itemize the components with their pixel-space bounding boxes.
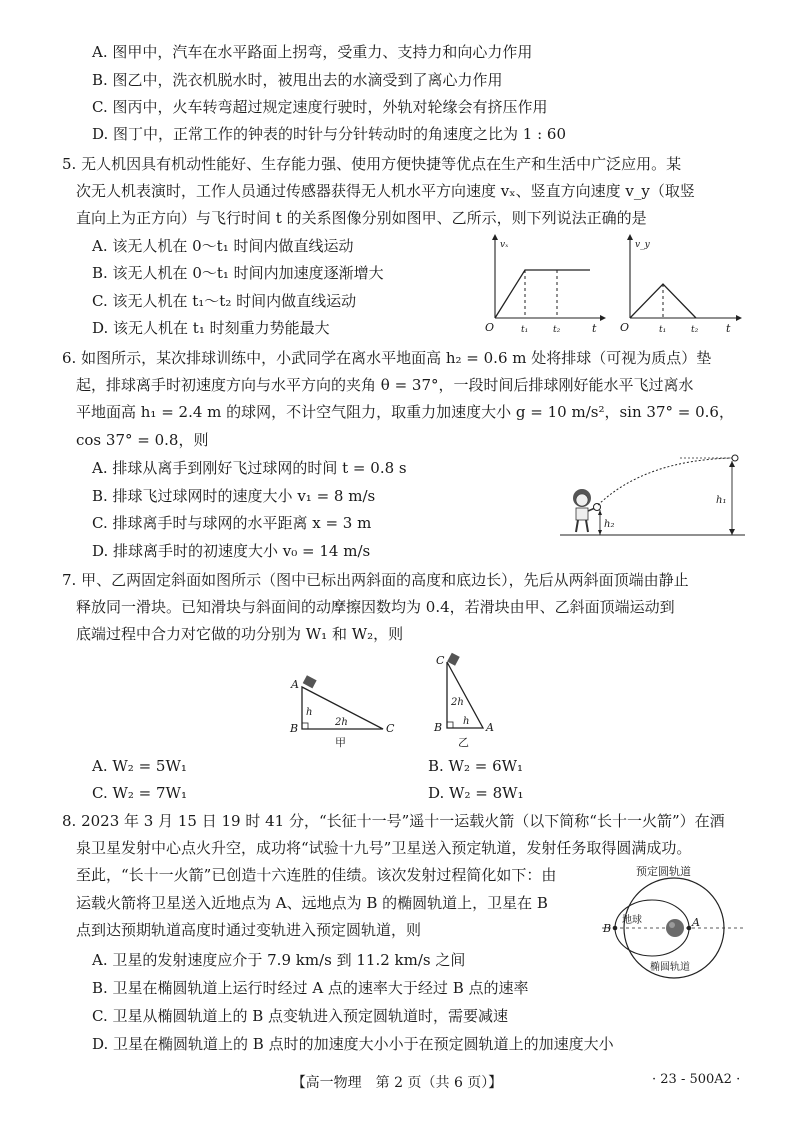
q5-stem-line2: 次无人机表演时，工作人员通过传感器获得无人机水平方向速度 vₓ、竖直方向速度 v_y（取竖	[76, 182, 695, 200]
q7-option-a: A. W₂ = 5W₁	[92, 757, 187, 775]
q6-figure	[560, 448, 745, 543]
q7-jia-c: C	[386, 722, 395, 735]
q5-graph-vy-taxis: t	[726, 322, 731, 335]
q5-graph-vx-t2: t₂	[553, 325, 561, 335]
q7-yi-b: B	[434, 721, 443, 734]
q7-jia-h: h	[306, 707, 313, 718]
q5-option-a: A. 该无人机在 0～t₁ 时间内做直线运动	[92, 237, 354, 255]
q6-stem-line3: 平地面高 h₁ = 2.4 m 的球网，不计空气阻力，取重力加速度大小 g = 10 m/s²，sin 37° = 0.6，	[76, 403, 734, 421]
q6-h2-label: h₂	[604, 519, 615, 530]
q4-option-b: B. 图乙中，洗衣机脱水时，被甩出去的水滴受到了离心力作用	[92, 71, 503, 89]
q8-option-d: D. 卫星在椭圆轨道上的 B 点时的加速度大小小于在预定圆轨道上的加速度大小	[92, 1035, 614, 1053]
q7-yi-height: 2h	[451, 697, 464, 708]
q8-stem-line2: 泉卫星发射中心点火升空，成功将“试验十九号”卫星送入预定轨道，发射任务取得圆满成功。	[76, 839, 692, 857]
q7-jia-b: B	[290, 722, 299, 735]
q6-stem-line4: cos 37° = 0.8，则	[76, 431, 209, 449]
q8-point-a: A	[692, 916, 700, 929]
block-yi	[447, 653, 460, 666]
q5-option-d: D. 该无人机在 t₁ 时刻重力势能最大	[92, 319, 330, 337]
q8-stem-line4: 运载火箭将卫星送入近地点为 A、远地点为 B 的椭圆轨道上，卫星在 B	[76, 894, 548, 912]
q8-point-b: B	[603, 922, 612, 935]
q5-graph-vx-ylabel: vₓ	[500, 240, 509, 250]
kid-figure	[573, 489, 595, 532]
q7-yi-base: h	[463, 716, 470, 727]
q7-figure-yi	[430, 650, 515, 755]
q7-jia-base: 2h	[335, 717, 348, 728]
q4-option-c: C. 图丙中，火车转弯超过规定速度行驶时，外轨对轮缘会有挤压作用	[92, 98, 548, 116]
page-footer: 【高一物理 第 2 页（共 6 页）】	[291, 1075, 503, 1091]
earth-icon	[666, 919, 684, 937]
q5-graph-vx-t1: t₁	[521, 325, 529, 335]
q6-stem-line1: 6. 如图所示，某次排球训练中，小武同学在离水平地面高 h₂ = 0.6 m 处将排球（可视为质点）垫	[62, 349, 712, 367]
q8-stem-line3: 至此，“长十一火箭”已创造十六连胜的佳绩。该次发射过程简化如下：由	[76, 866, 557, 884]
q8-stem-line1: 8. 2023 年 3 月 15 日 19 时 41 分，“长征十一号”遥十一运载火箭（以下简称“长十一火箭”）在酒	[62, 812, 725, 830]
q5-stem-line1: 5. 无人机因具有机动性能好、生存能力强、使用方便快捷等优点在生产和生活中广泛应用。某	[62, 155, 682, 173]
q7-jia-a: A	[291, 678, 299, 691]
q8-stem-line5: 点到达预期轨道高度时通过变轨进入预定圆轨道，则	[76, 921, 422, 939]
q5-graph-vx	[480, 232, 605, 337]
q7-option-c: C. W₂ = 7W₁	[92, 784, 187, 802]
q4-option-a: A. 图甲中，汽车在水平路面上拐弯，受重力、支持力和向心力作用	[92, 43, 533, 61]
q6-stem-line2: 起，排球离手时初速度方向与水平方向的夹角 θ = 37°，一段时间后排球刚好能水平飞过离水	[76, 376, 694, 394]
q5-graph-vx-taxis: t	[592, 322, 597, 335]
q8-option-b: B. 卫星在椭圆轨道上运行时经过 A 点的速率大于经过 B 点的速率	[92, 979, 529, 997]
q7-yi-c: C	[436, 654, 445, 667]
q7-yi-a: A	[486, 721, 494, 734]
q8-earth-label: 地球	[622, 915, 642, 926]
q6-option-c: C. 排球离手时与球网的水平距离 x = 3 m	[92, 514, 372, 532]
q4-option-d: D. 图丁中，正常工作的钟表的时针与分针转动时的角速度之比为 1 : 60	[92, 125, 567, 143]
q5-graph-vy-ylabel: v_y	[635, 240, 650, 250]
q6-option-d: D. 排球离手时的初速度大小 v₀ = 14 m/s	[92, 542, 371, 560]
q6-option-b: B. 排球飞过球网时的速度大小 v₁ = 8 m/s	[92, 487, 376, 505]
q8-ellipse-orbit-label: 椭圆轨道	[650, 962, 690, 973]
q6-option-a: A. 排球从离手到刚好飞过球网的时间 t = 0.8 s	[92, 459, 407, 477]
ball-start	[594, 504, 601, 511]
q7-yi-caption: 乙	[458, 736, 469, 749]
q7-option-d: D. W₂ = 8W₁	[428, 784, 524, 802]
q5-option-c: C. 该无人机在 t₁～t₂ 时间内做直线运动	[92, 292, 357, 310]
q7-stem-line3: 底端过程中合力对它做的功分别为 W₁ 和 W₂，则	[76, 625, 404, 643]
q7-option-b: B. W₂ = 6W₁	[428, 757, 524, 775]
exam-code: · 23 - 500A2 ·	[652, 1072, 741, 1087]
q8-option-c: C. 卫星从椭圆轨道上的 B 点变轨进入预定圆轨道时，需要减速	[92, 1007, 509, 1025]
q8-orbit-figure	[600, 862, 745, 982]
q5-graph-vy-t1: t₁	[659, 325, 667, 335]
ball-at-net	[732, 455, 738, 461]
q7-stem-line2: 释放同一滑块。已知滑块与斜面间的动摩擦因数均为 0.4，若滑块由甲、乙斜面顶端运动到	[76, 598, 675, 616]
q7-stem-line1: 7. 甲、乙两固定斜面如图所示（图中已标出两斜面的高度和底边长），先后从两斜面顶端由静止	[62, 571, 689, 589]
q6-h1-label: h₁	[716, 495, 727, 506]
q5-option-b: B. 该无人机在 0～t₁ 时间内加速度逐渐增大	[92, 264, 384, 282]
q5-graph-vx-origin: O	[485, 321, 495, 334]
q7-jia-caption: 甲	[335, 736, 346, 749]
q5-graph-vy-origin: O	[620, 321, 630, 334]
q8-circle-orbit-label: 预定圆轨道	[636, 865, 691, 878]
q7-figure-jia	[285, 668, 410, 753]
q5-graph-vy	[618, 232, 743, 337]
q5-graph-vy-t2: t₂	[691, 325, 699, 335]
q5-stem-line3: 直向上为正方向）与飞行时间 t 的关系图像分别如图甲、乙所示，则下列说法正确的是	[76, 209, 647, 227]
q8-option-a: A. 卫星的发射速度应介于 7.9 km/s 到 11.2 km/s 之间	[92, 951, 466, 969]
block-jia	[303, 675, 317, 688]
